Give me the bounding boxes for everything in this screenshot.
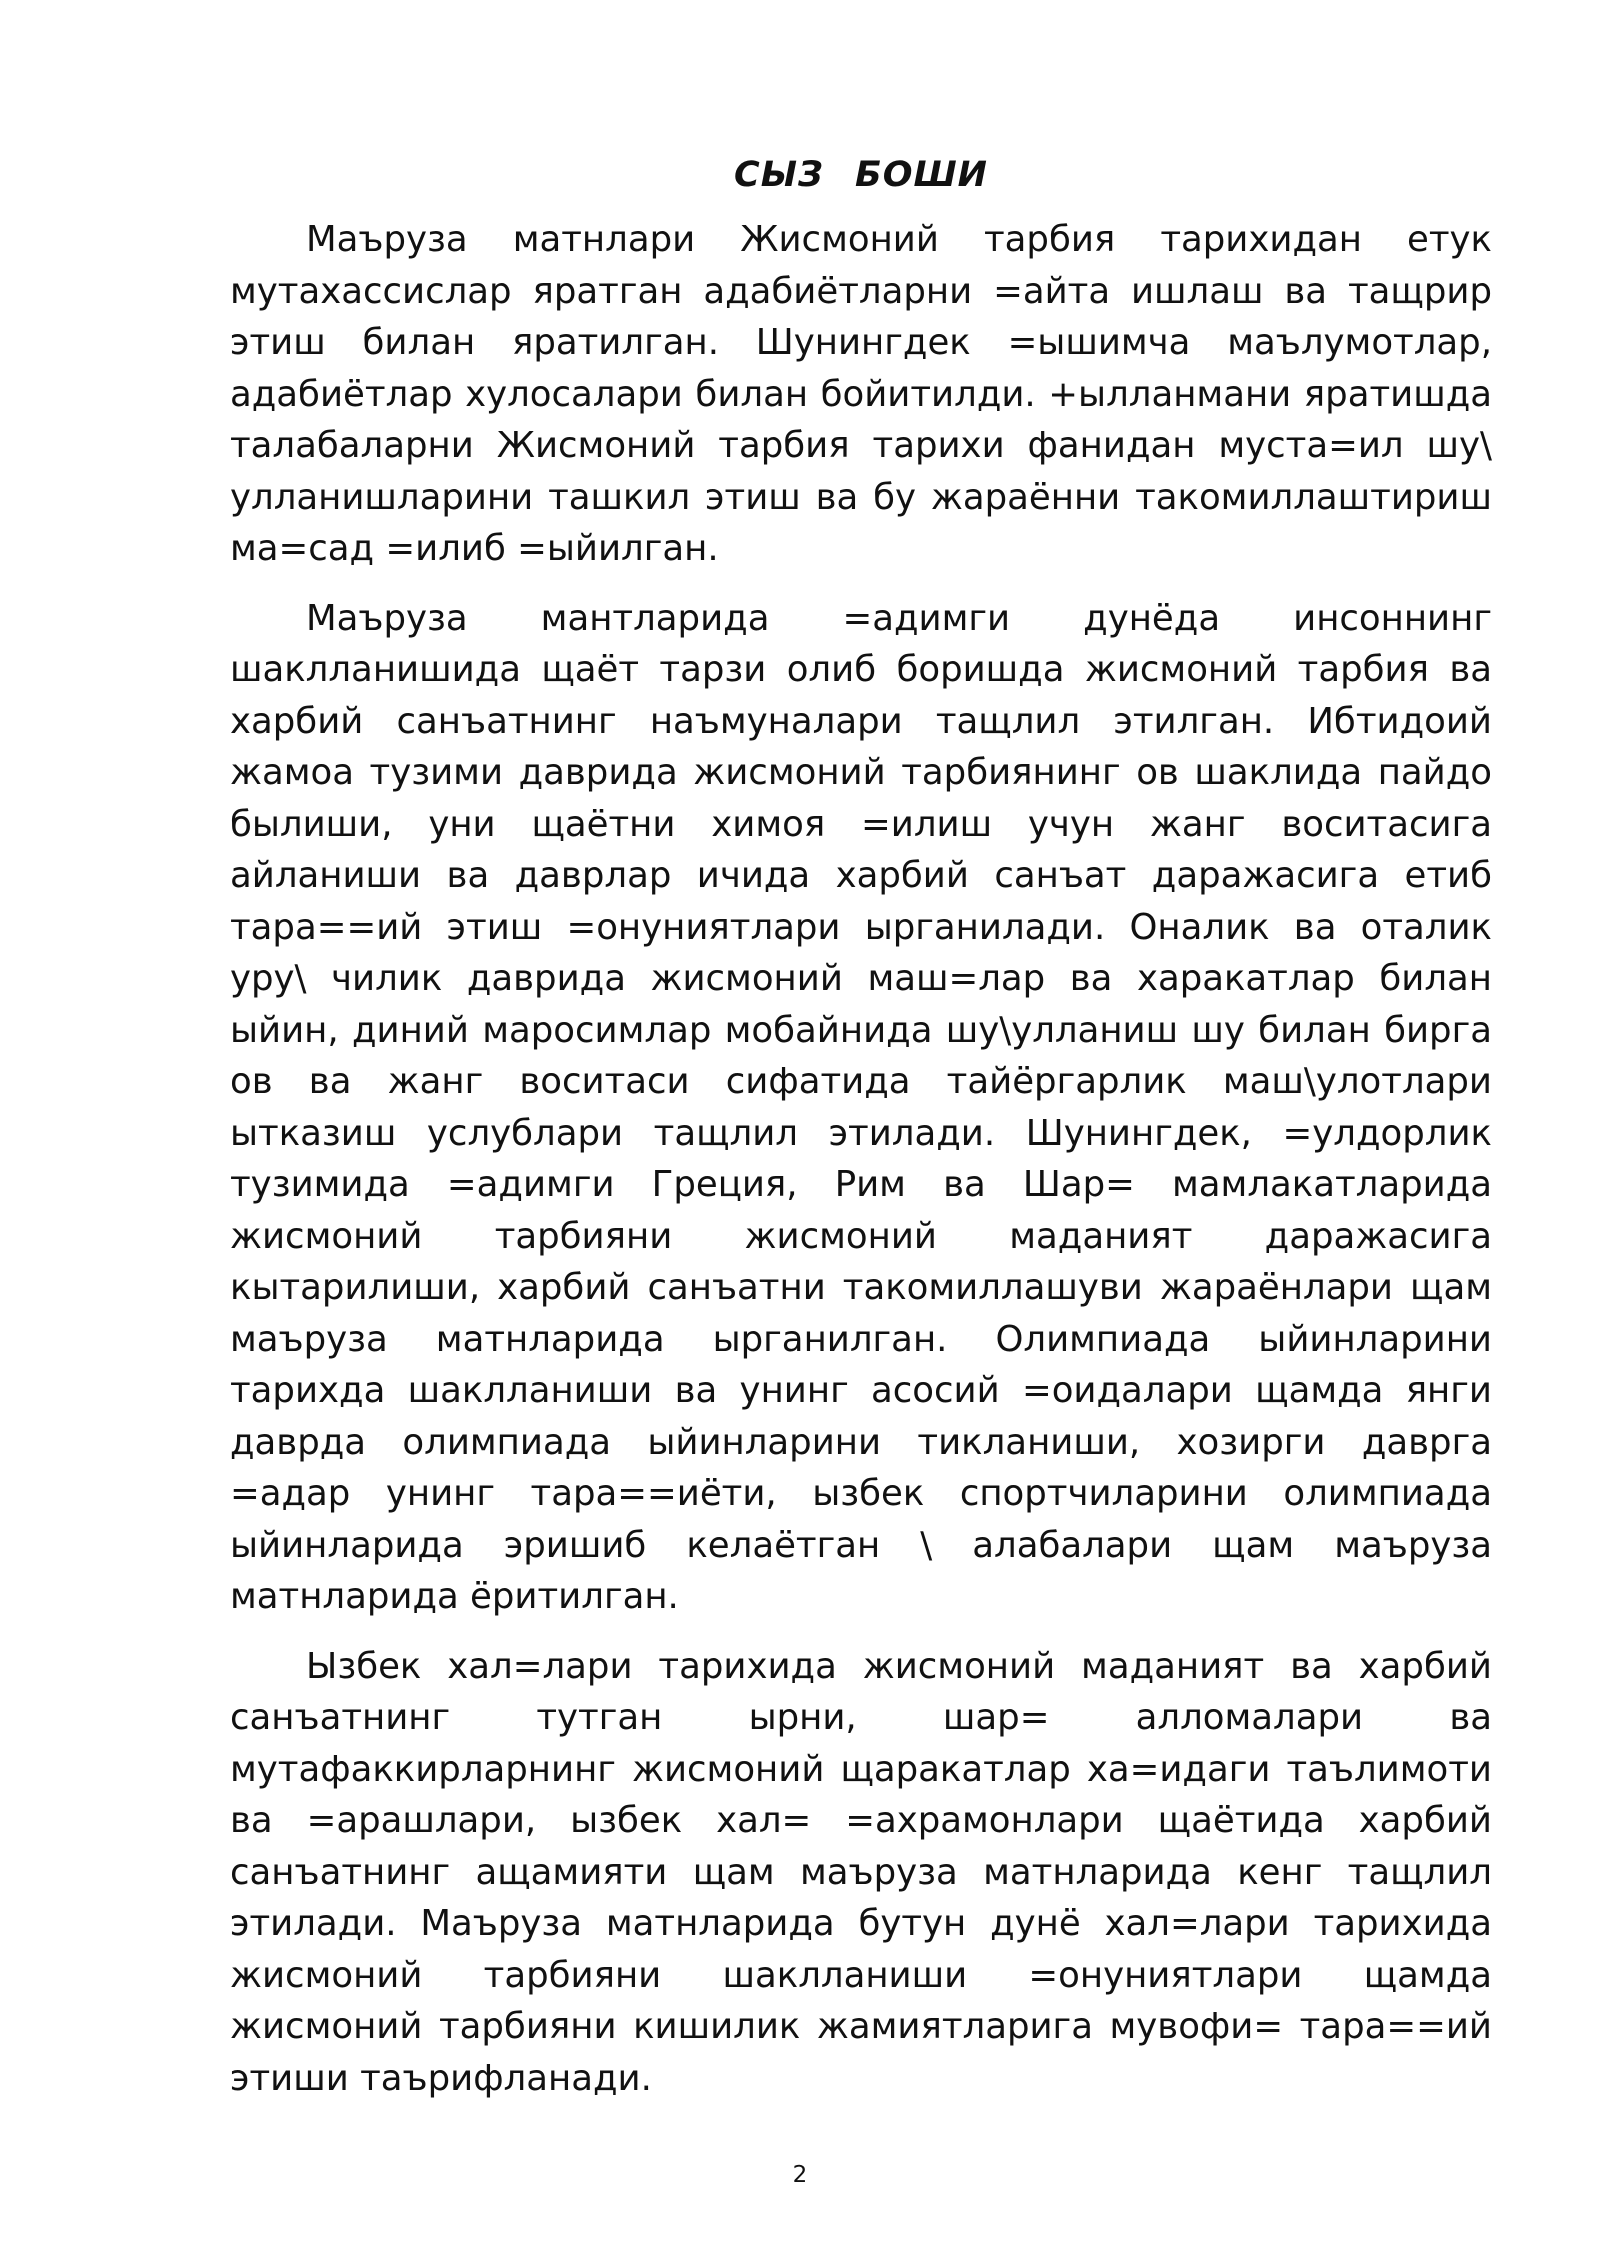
paragraph-1: Маъруза матнлари Жисмоний тарбия тарихидан етук мутахассислар яратган адабиётларни =айта ишлаш ва тащрир этиш билан яратилган. Шунингдек =ышимча маълумотлар, адабиётлар хулосалари билан бойитилди. +ылланмани яратишда талабаларни Жисмоний тарбия тарихи фанидан муста=ил шу\ улланишларини ташкил этиш ва бу жараённи такомиллаштириш ма=сад =илиб =ыйилган. (230, 219, 1492, 569)
page-title: СЫЗ БОШИ (734, 155, 988, 195)
paragraph-3: Ызбек хал=лари тарихида жисмоний маданият ва харбий санъатнинг тутган ырни, шар= алломалари ва мутафаккирларнинг жисмоний щаракатлар ха=идаги таълимоти ва =арашлари, ызбек хал= =ахрамонлари щаётида харбий санъатнинг ащамияти щам маъруза матнларида кенг тащлил этилади. Маъруза матнларида бутун дунё хал=лари тарихида жисмоний тарбияни шаклланиши =онуниятлари щамда жисмоний тарбияни кишилик жамиятларига мувофи= тара==ий этиши таърифланади. (230, 1645, 1492, 2099)
paragraph-2: Маъруза мантларида =адимги дунёда инсоннинг шаклланишида щаёт тарзи олиб боришда жисмоний тарбия ва харбий санъатнинг наъмуналари тащлил этилган. Ибтидоий жамоа тузими даврида жисмоний тарбиянинг ов шаклида пайдо былиши, уни щаётни химоя =илиш учун жанг воситасига айланиши ва даврлар ичида харбий санъат даражасига етиб тара==ий этиш =онуниятлари ырганилади. Оналик ва оталик уру\ чилик даврида жисмоний маш=лар ва харакатлар билан ыйин, диний маросимлар мобайнида шу\улланиш шу билан бирга ов ва жанг воситаси сифатида тайёргарлик маш\улотлари ыткaзиш услублари тащлил этилади. Шунингдек, =улдорлик тузимида =адимги Греция, Рим ва Шар= мамлакатларида жисмоний тарбияни жисмоний маданият даражасига кытарилиши, харбий санъатни такомиллашуви жараёнлари щам маъруза матнларида ырганилган. Олимпиада ыйинларини тарихда шаклланиши ва унинг асосий =оидалари щамда янги даврда олимпиада ыйинларини тикланиши, хозирги даврга =адар унинг тара==иёти, ызбек спортчиларини олимпиада ыйинларида эришиб келаётган \ алабалари щам маъруза матнларида ёритилган. (230, 597, 1492, 1617)
page-number: 2 (792, 2162, 808, 2188)
page-content (230, 150, 1492, 2104)
